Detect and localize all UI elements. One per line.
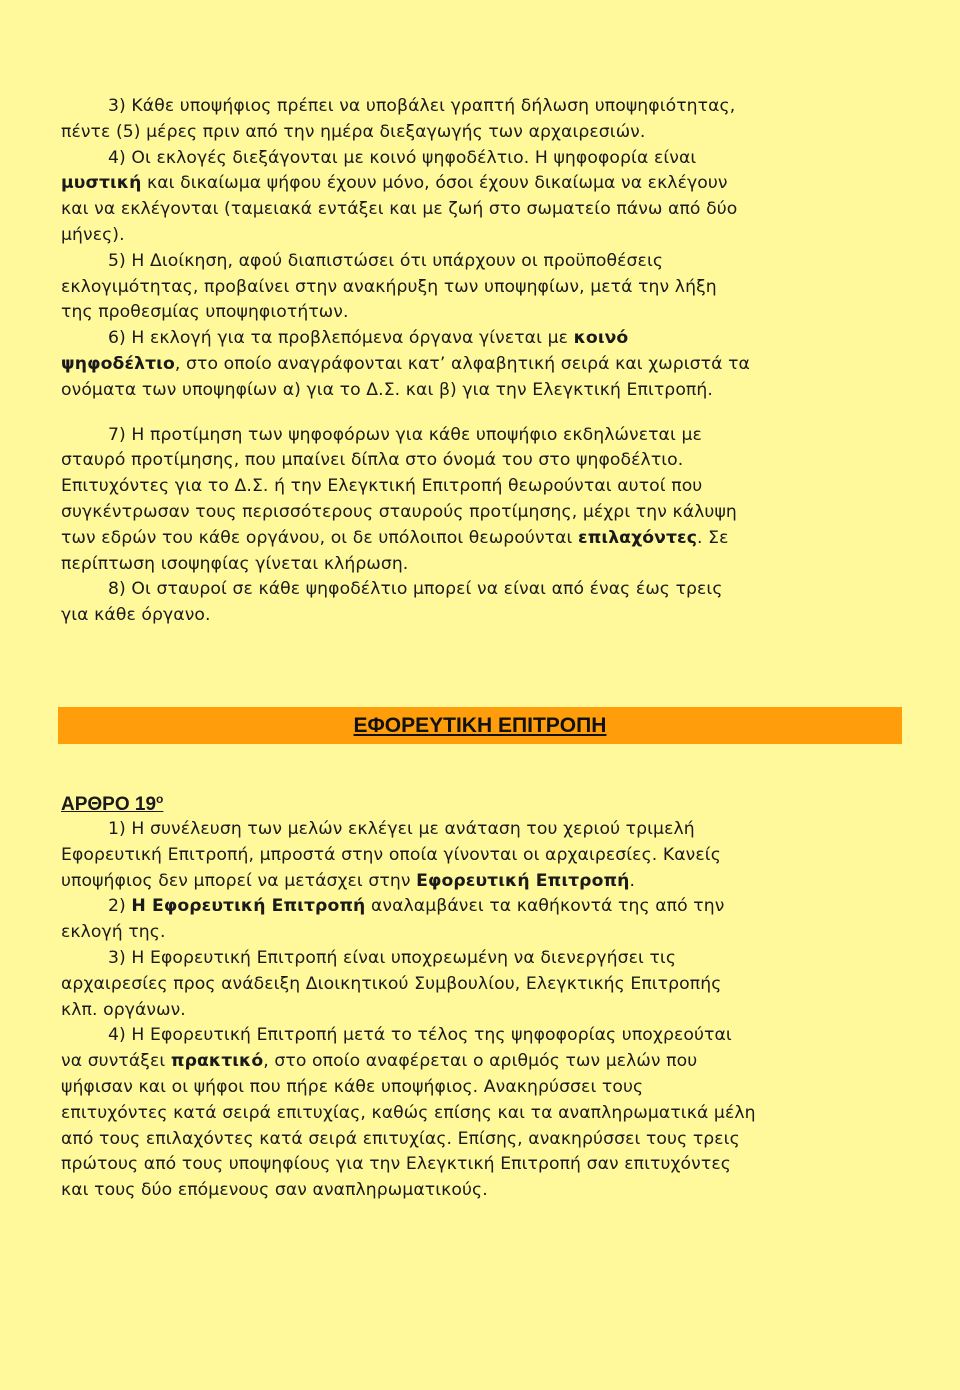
article-1-line-3-tail: .	[629, 870, 636, 891]
article-heading	[61, 787, 901, 817]
bold-term-runners-up: επιλαχόντες	[578, 527, 698, 548]
paragraph-6-line-3: ονόματα των υποψηφίων α) για το Δ.Σ. και β) για την Ελεγκτική Επιτροπή.	[61, 379, 713, 400]
paragraph-7-line-3: Επιτυχόντες για το Δ.Σ. ή την Ελεγκτική Επιτροπή θεωρούνται αυτοί που	[61, 476, 703, 497]
article-heading-sup: ο	[156, 792, 164, 806]
paragraph-3-line-2: πέντε (5) μέρες πριν από την ημέρα διεξαγωγής των αρχαιρεσιών.	[61, 121, 646, 142]
article-4-line-3: ψήφισαν και οι ψήφοι που πήρε κάθε υποψήφιος. Ανακηρύσσει τους	[61, 1076, 644, 1097]
paragraph-3-line-1: 3) Κάθε υποψήφιος πρέπει να υποβάλει γραπτή δήλωση υποψηφιότητας,	[108, 96, 736, 116]
paragraph-7-line-5	[61, 526, 901, 552]
paragraph-4-line-3: και να εκλέγονται (ταμειακά εντάξει και με ζωή στο σωματείο πάνω από δύο	[61, 199, 738, 220]
paragraph-6-line-2-text: , στο οποίο αναγράφονται κατ’ αλφαβητική σειρά και χωριστά τα	[174, 353, 750, 374]
article-1-line-2: Εφορευτική Επιτροπή, μπροστά στην οποία γίνονται οι αρχαιρεσίες. Κανείς	[61, 844, 721, 865]
paragraph-4-line-4: μήνες).	[61, 224, 125, 245]
article-heading-text: ΑΡΘΡΟ 19	[61, 794, 157, 815]
paragraph-gap	[61, 404, 901, 423]
paragraph-8-line-2: για κάθε όργανο.	[61, 605, 211, 626]
article-19	[61, 787, 901, 1204]
paragraph-5-line-3: της προθεσμίας υποψηφιοτήτων.	[61, 302, 349, 323]
paragraph-7-line-5-text: των εδρών του κάθε οργάνου, οι δε υπόλοιποι θεωρούνται	[61, 527, 579, 548]
paragraph-5-line-1: 5) Η Διοίκηση, αφού διαπιστώσει ότι υπάρχουν οι προϋποθέσεις	[108, 250, 664, 271]
bold-term-ballot: ψηφοδέλτιο	[61, 353, 175, 374]
paragraph-6-line-1	[61, 326, 901, 352]
paragraph-6-line-2	[61, 352, 901, 378]
bold-term-minutes: πρακτικό	[170, 1051, 264, 1072]
bold-term-common: κοινό	[573, 328, 629, 349]
paragraph-7-line-5-tail: . Σε	[697, 527, 729, 548]
paragraph-7-line-6: περίπτωση ισοψηφίας γίνεται κλήρωση.	[61, 553, 409, 574]
article-3-line-2: αρχαιρεσίες προς ανάδειξη Διοικητικού Συμβουλίου, Ελεγκτικής Επιτροπής	[61, 973, 722, 994]
paragraph-4-line-2-text: και δικαίωμα ψήφου έχουν μόνο, όσοι έχουν δικαίωμα να εκλέγουν	[141, 173, 728, 194]
article-1-line-3-text: υποψήφιος δεν μπορεί να μετάσχει στην	[61, 870, 417, 891]
banner-title: ΕΦΟΡΕΥΤΙΚΗ ΕΠΙΤΡΟΠΗ	[353, 714, 607, 737]
section-elections-rules	[61, 94, 901, 629]
article-2-line-1-tail: αναλαμβάνει τα καθήκοντά της από την	[365, 896, 725, 917]
article-2-line-1	[61, 894, 901, 920]
article-body	[61, 817, 901, 1204]
section-banner	[58, 707, 902, 744]
paragraph-7-line-1: 7) Η προτίμηση των ψηφοφόρων για κάθε υποψήφιο εκδηλώνεται με	[108, 424, 702, 445]
document-page	[61, 94, 901, 629]
article-4-line-6: πρώτους από τους υποψηφίους για την Ελεγκτική Επιτροπή σαν επιτυχόντες	[61, 1154, 731, 1175]
article-4-line-2	[61, 1049, 901, 1075]
article-1-line-1: 1) Η συνέλευση των μελών εκλέγει με ανάταση του χεριού τριμελή	[108, 819, 695, 839]
paragraph-8-line-1: 8) Οι σταυροί σε κάθε ψηφοδέλτιο μπορεί να είναι από ένας έως τρεις	[108, 579, 723, 600]
paragraph-4-line-2	[61, 171, 901, 197]
paragraph-6-line-1-text: 6) Η εκλογή για τα προβλεπόμενα όργανα γίνεται με	[108, 328, 574, 349]
paragraph-7-line-4: συγκέντρωσαν τους περισσότερους σταυρούς προτίμησης, μέχρι την κάλυψη	[61, 501, 737, 522]
paragraph-5-line-2: εκλογιμότητας, προβαίνει στην ανακήρυξη των υποψηφίων, μετά την λήξη	[61, 276, 717, 297]
article-4-line-1: 4) Η Εφορευτική Επιτροπή μετά το τέλος της ψηφοφορίας υποχρεούται	[108, 1025, 732, 1046]
article-3-line-3: κλπ. οργάνων.	[61, 999, 186, 1020]
article-4-line-2-tail: , στο οποίο αναφέρεται ο αριθμός των μελών που	[263, 1051, 698, 1072]
paragraph-4-line-1: 4) Οι εκλογές διεξάγονται με κοινό ψηφοδέλτιο. Η ψηφοφορία είναι	[108, 147, 697, 168]
article-2-line-1-text: 2)	[108, 896, 132, 917]
article-3-line-1: 3) Η Εφορευτική Επιτροπή είναι υποχρεωμένη να διενεργήσει τις	[108, 947, 677, 968]
article-4-line-5: από τους επιλαχόντες κατά σειρά επιτυχίας. Επίσης, ανακηρύσσει τους τρεις	[61, 1128, 740, 1149]
article-4-line-2-text: να συντάξει	[61, 1051, 171, 1072]
bold-term-secret: μυστική	[61, 173, 142, 194]
article-4-line-4: επιτυχόντες κατά σειρά επιτυχίας, καθώς επίσης και τα αναπληρωματικά μέλη	[61, 1102, 756, 1123]
article-1-line-3	[61, 869, 901, 895]
bold-term-the-election-committee: Η Εφορευτική Επιτροπή	[131, 896, 366, 917]
bold-term-election-committee: Εφορευτική Επιτροπή	[416, 870, 630, 891]
article-4-line-7: και τους δύο επόμενους σαν αναπληρωματικούς.	[61, 1180, 488, 1201]
paragraph-7-line-2: σταυρό προτίμησης, που μπαίνει δίπλα στο όνομά του στο ψηφοδέλτιο.	[61, 450, 684, 471]
article-2-line-2: εκλογή της.	[61, 922, 166, 943]
